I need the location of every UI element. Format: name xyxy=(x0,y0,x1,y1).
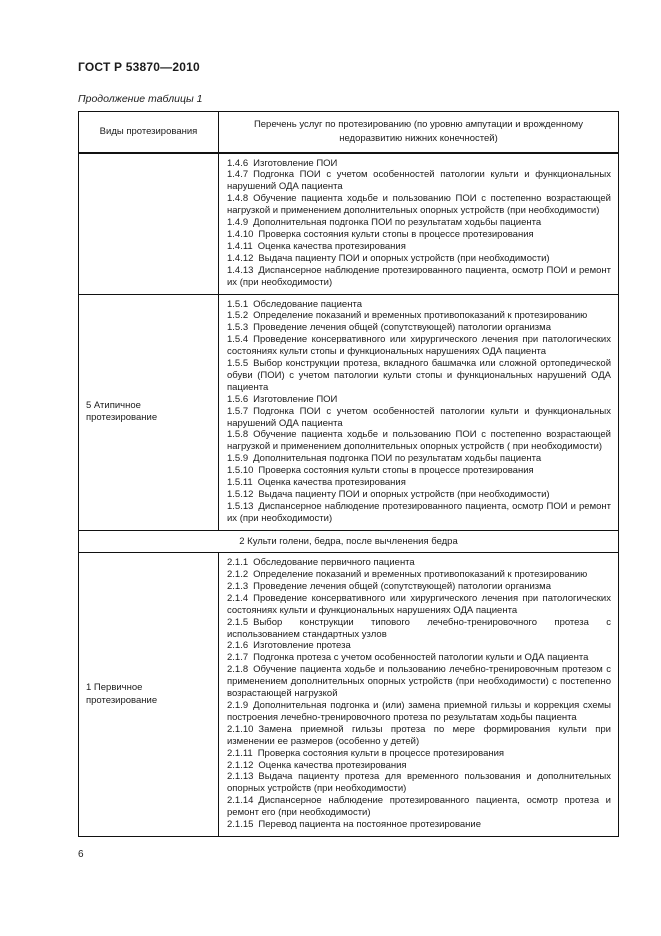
service-item: 1.5.4 Проведение консервативного или хирургического лечения при патологических состояниях культи стопы и функциональных нарушениях ОДА пациента xyxy=(227,334,611,358)
service-item: 2.1.8 Обучение пациента ходьбе и пользованию лечебно-тренировочным протезом с применением дополнительных опорных устройств (при необходимости) с постепенно возрастающей нагрузкой xyxy=(227,664,611,700)
table-header xyxy=(79,112,619,153)
service-item: 1.4.7 Подгонка ПОИ с учетом особенностей патологии культи и функциональных нарушений ОДА пациента xyxy=(227,169,611,193)
service-item-number: 1.4.9 xyxy=(227,217,249,229)
service-item-number: 2.1.11 xyxy=(227,747,253,759)
table-body xyxy=(79,153,619,837)
service-item-number: 2.1.8 xyxy=(227,664,249,676)
service-item: 1.4.11 Оценка качества протезирования xyxy=(227,240,406,252)
service-item: 2.1.15 Перевод пациента на постоянное протезирование xyxy=(227,819,481,831)
table-row xyxy=(79,294,619,530)
service-item-number: 2.1.5 xyxy=(227,616,249,628)
service-item-number: 2.1.14 xyxy=(227,795,254,807)
service-item-number: 1.4.12 xyxy=(227,252,254,264)
service-item: 2.1.4 Проведение консервативного или хирургического лечения при патологических состояниях культи и функциональных нарушениях ОДА пациента xyxy=(227,592,611,616)
service-item-number: 1.5.6 xyxy=(227,393,249,405)
service-item: 1.5.10 Проверка состояния культи стопы в процессе протезирования xyxy=(227,465,534,477)
service-item: 2.1.9 Дополнительная подгонка и (или) замена приемной гильзы и коррекция схемы построения лечебно-тренировочного протеза по результатам ходьбы пациента xyxy=(227,699,611,723)
prosthetics-type-cell xyxy=(79,153,219,294)
table-row xyxy=(79,153,619,294)
service-item-number: 2.1.12 xyxy=(227,759,254,771)
service-item: 2.1.12 Оценка качества протезирования xyxy=(227,759,407,771)
service-item: 2.1.3 Проведение лечения общей (сопутствующей) патологии организма xyxy=(227,580,551,592)
service-item: 1.4.9 Дополнительная подгонка ПОИ по результатам ходьбы пациента xyxy=(227,217,542,229)
service-item-number: 2.1.9 xyxy=(227,699,249,711)
prosthetics-type-cell: 1 Первичное протезирование xyxy=(79,553,219,837)
services-list-cell xyxy=(219,553,619,837)
service-item-number: 1.5.13 xyxy=(227,500,254,512)
service-item: 2.1.6 Изготовление протеза xyxy=(227,640,351,652)
services-list-cell xyxy=(219,153,619,294)
service-item: 1.4.6 Изготовление ПОИ xyxy=(227,157,338,169)
service-item: 1.5.3 Проведение лечения общей (сопутствующей) патологии организма xyxy=(227,322,551,334)
service-item-number: 2.1.2 xyxy=(227,569,249,581)
service-item-number: 2.1.15 xyxy=(227,819,254,831)
column-header-types: Виды протезирования xyxy=(79,112,219,153)
service-item-number: 1.5.4 xyxy=(227,334,249,346)
service-item-number: 1.5.10 xyxy=(227,465,254,477)
prosthetics-services-table xyxy=(78,111,619,837)
page-number: 6 xyxy=(78,849,84,860)
service-item-number: 2.1.3 xyxy=(227,580,249,592)
service-item-number: 1.4.7 xyxy=(227,169,249,181)
service-item-number: 1.5.7 xyxy=(227,405,249,417)
service-item: 1.4.8 Обучение пациента ходьбе и пользованию ПОИ с постепенно возрастающей нагрузкой и применением дополнительных опорных устройств (при необходимости) xyxy=(227,193,611,217)
document-code-header: ГОСТ Р 53870—2010 xyxy=(78,60,200,74)
service-item-number: 1.5.11 xyxy=(227,477,253,489)
service-item: 1.4.12 Выдача пациенту ПОИ и опорных устройств (при необходимости) xyxy=(227,252,550,264)
service-item-number: 1.4.13 xyxy=(227,264,254,276)
service-item-number: 1.5.2 xyxy=(227,310,249,322)
service-item: 2.1.10 Замена приемной гильзы протеза по мере формирования культи при изменении ее размеров (особенно у детей) xyxy=(227,723,611,747)
service-item-number: 1.5.9 xyxy=(227,453,249,465)
service-item-number: 1.5.1 xyxy=(227,298,249,310)
service-item: 1.4.10 Проверка состояния культи стопы в процессе протезирования xyxy=(227,228,534,240)
service-item-number: 2.1.6 xyxy=(227,640,249,652)
service-item-number: 2.1.10 xyxy=(227,723,254,735)
service-item-number: 2.1.4 xyxy=(227,592,249,604)
service-item: 1.5.9 Дополнительная подгонка ПОИ по результатам ходьбы пациента xyxy=(227,453,542,465)
service-item: 2.1.7 Подгонка протеза с учетом особенностей патологии культи и ОДА пациента xyxy=(227,652,589,664)
service-item: 1.5.1 Обследование пациента xyxy=(227,298,362,310)
service-item-number: 1.5.3 xyxy=(227,322,249,334)
column-header-services: Перечень услуг по протезированию (по уровню ампутации и врожденному недоразвитию нижних конечностей) xyxy=(219,112,619,153)
table-row xyxy=(79,530,619,552)
service-item-number: 1.4.10 xyxy=(227,228,254,240)
service-item-number: 1.5.12 xyxy=(227,489,254,500)
service-item: 1.5.5 Выбор конструкции протеза, вкладного башмачка или сложной ортопедической обуви (ПОИ) с учетом патологии культи стопы и функциональных нарушений ОДА пациента xyxy=(227,358,611,393)
section-header-cell: 2 Культи голени, бедра, после вычленения бедра xyxy=(79,530,619,552)
service-item-number: 2.1.7 xyxy=(227,652,249,664)
service-item: 1.5.11 Оценка качества протезирования xyxy=(227,477,406,489)
service-item: 2.1.2 Определение показаний и временных противопоказаний к протезированию xyxy=(227,569,588,581)
service-item-number: 1.5.5 xyxy=(227,358,249,370)
service-item: 2.1.13 Выдача пациенту протеза для временного пользования и дополнительных опорных устройств (при необходимости) xyxy=(227,771,611,795)
service-item: 1.5.13 Диспансерное наблюдение протезированного пациента, осмотр ПОИ и ремонт их (при необходимости) xyxy=(227,500,611,524)
service-item-number: 2.1.1 xyxy=(227,557,249,569)
service-item: 1.5.6 Изготовление ПОИ xyxy=(227,393,338,405)
service-item-number: 1.4.8 xyxy=(227,193,249,205)
service-item: 1.5.12 Выдача пациенту ПОИ и опорных устройств (при необходимости) xyxy=(227,489,550,500)
service-item: 2.1.5 Выбор конструкции типового лечебно-тренировочного протеза с использованием стандартных узлов xyxy=(227,616,611,640)
service-item: 1.5.2 Определение показаний и временных противопоказаний к протезированию xyxy=(227,310,588,322)
prosthetics-type-cell: 5 Атипичное протезирование xyxy=(79,294,219,530)
service-item: 1.5.7 Подгонка ПОИ с учетом особенностей патологии культи и функциональных нарушений ОДА пациента xyxy=(227,405,611,429)
service-item: 2.1.11 Проверка состояния культи в процессе протезирования xyxy=(227,747,505,759)
service-item: 1.5.8 Обучение пациента ходьбе и пользованию ПОИ с постепенно возрастающей нагрузкой и применением дополнительных опорных устройств ( при необходимости) xyxy=(227,429,611,453)
service-item-number: 1.4.6 xyxy=(227,157,249,169)
table-header-row xyxy=(79,112,619,153)
services-list-cell xyxy=(219,294,619,530)
service-item: 1.4.13 Диспансерное наблюдение протезированного пациента, осмотр ПОИ и ремонт их (при необходимости) xyxy=(227,264,611,288)
service-item-number: 2.1.13 xyxy=(227,771,254,783)
service-item: 2.1.1 Обследование первичного пациента xyxy=(227,557,415,569)
service-item: 2.1.14 Диспансерное наблюдение протезированного пациента, осмотр протеза и ремонт его (при необходимости) xyxy=(227,795,611,819)
table-row xyxy=(79,553,619,837)
table-continuation-caption: Продолжение таблицы 1 xyxy=(78,93,203,105)
service-item-number: 1.5.8 xyxy=(227,429,249,441)
service-item-number: 1.4.11 xyxy=(227,240,253,252)
